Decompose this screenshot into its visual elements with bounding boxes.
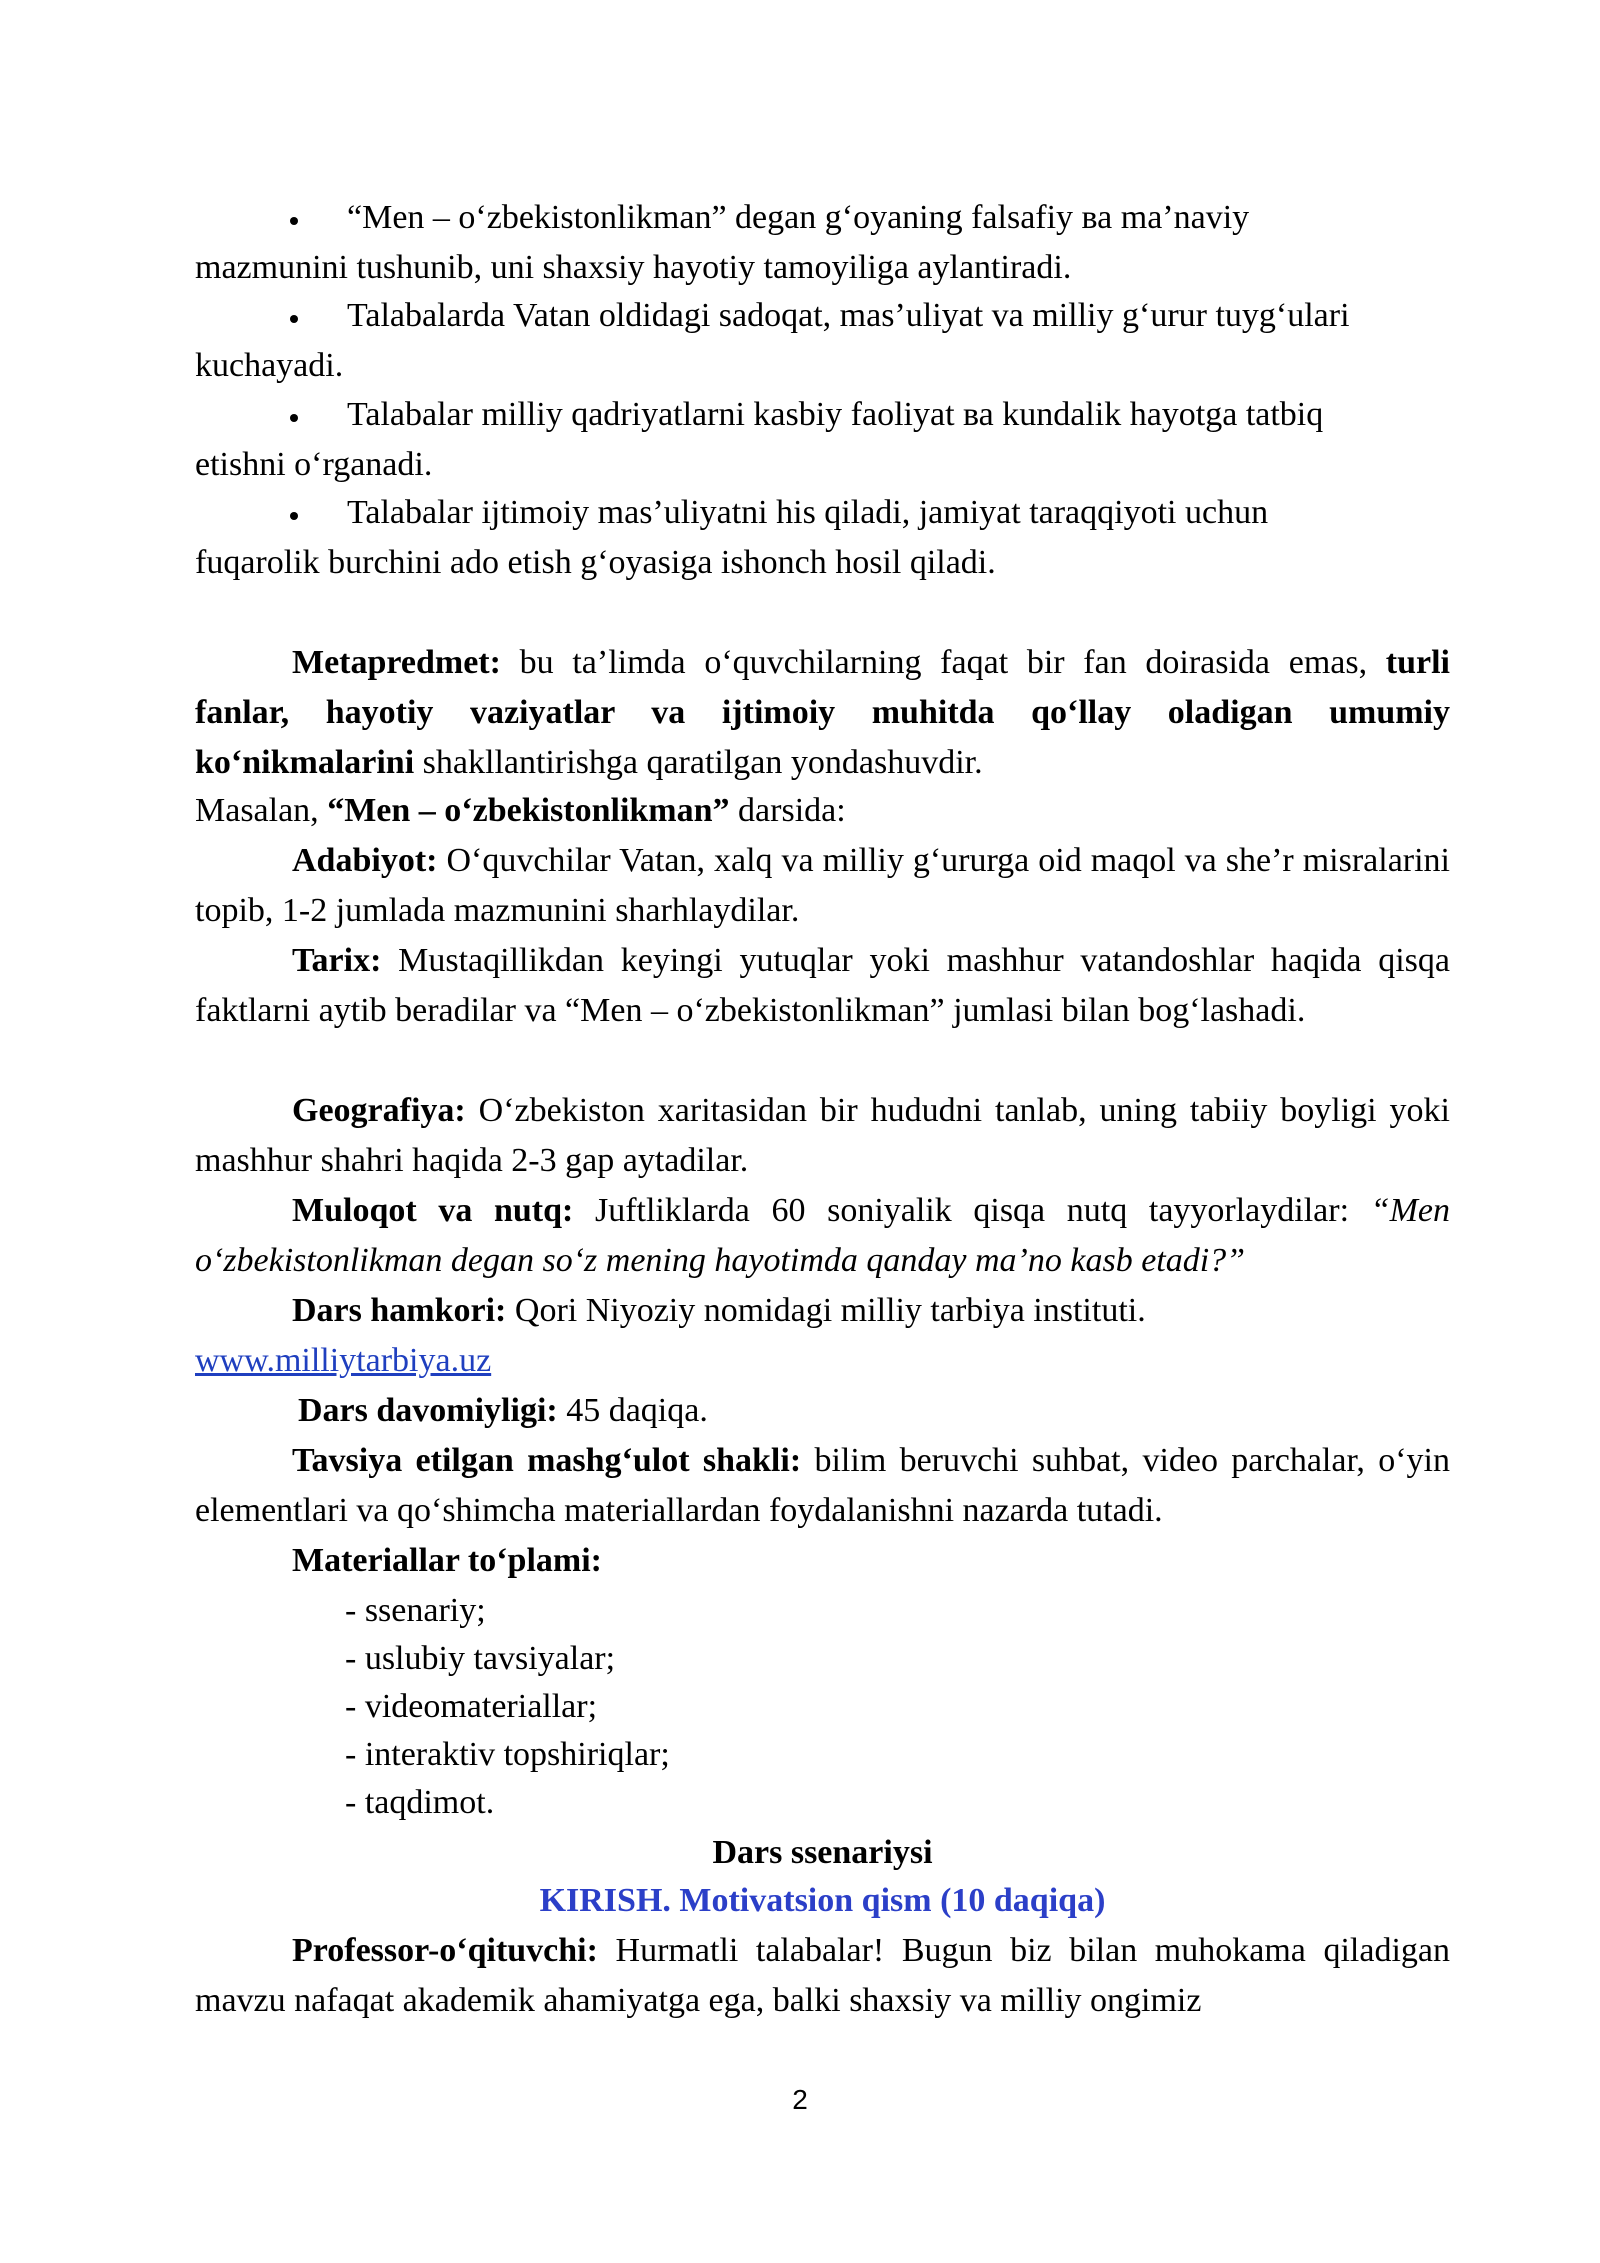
bullet-line: Talabalar milliy qadriyatlarni kasbiy faoliyat ва kundalik hayotga tatbiq	[347, 396, 1324, 433]
section-title: KIRISH. Motivatsion qism (10 daqiqa)	[539, 1882, 1106, 1919]
muloqot-text: Juftliklarda 60 soniyalik qisqa nutq tayyorlaydilar:	[573, 1192, 1371, 1229]
bullet-line: fuqarolik burchini ado etish g‘oyasiga ishonch hosil qiladi.	[195, 544, 996, 581]
subject-text: O‘quvchilar Vatan, xalq va milliy g‘ururga oid maqol va she’r misralarini topib, 1-2 jumlada mazmunini sharhlaydilar.	[195, 842, 1450, 929]
list-item: - videomateriallar;	[345, 1688, 598, 1725]
list-item: - interaktiv topshiriqlar;	[345, 1736, 670, 1773]
davomiylik-label: Dars davomiyligi:	[298, 1392, 558, 1429]
hamkor-text: Qori Niyoziy nomidagi milliy tarbiya instituti.	[506, 1292, 1146, 1329]
bullet-line: etishni o‘rganadi.	[195, 446, 433, 483]
list-item: - uslubiy tavsiyalar;	[345, 1640, 616, 1677]
muloqot-paragraph	[195, 1186, 1450, 1286]
subject-paragraph	[195, 1086, 1450, 1186]
subject-text: Mustaqillikdan keyingi yutuqlar yoki mashhur vatandoshlar haqida qisqa faktlarni aytib beradilar va “Men – o‘zbekistonlikman” jumlasi bilan bog‘lashadi.	[195, 942, 1450, 1029]
shakl-text: bilim beruvchi suhbat, video parchalar, o‘yin elementlari va qo‘shimcha materiallardan foydalanishni nazarda tutadi.	[195, 1442, 1450, 1529]
subject-paragraph	[195, 836, 1450, 936]
hamkor-paragraph	[195, 1286, 1450, 1336]
bullet-line: Talabalarda Vatan oldidagi sadoqat, mas’uliyat va milliy g‘urur tuyg‘ulari	[347, 297, 1350, 334]
subject-label: Geografiya:	[292, 1092, 466, 1129]
bullet-item	[195, 488, 1450, 588]
page-number: 2	[792, 2084, 808, 2115]
subject-label: Adabiyot:	[292, 842, 438, 879]
professor-label: Professor-o‘qituvchi:	[292, 1932, 598, 1969]
partner-website-link[interactable]: www.milliytarbiya.uz	[195, 1342, 492, 1379]
scenario-title: Dars ssenariysi	[712, 1834, 933, 1871]
materials-heading	[195, 1536, 1450, 1586]
shakl-paragraph	[195, 1436, 1450, 1536]
metapredmet-bold-text: turli fanlar, hayotiy vaziyatlar va ijtimoiy muhitda qo‘llay oladigan umumiy ko‘nikmalarini	[195, 644, 1450, 781]
metapredmet-text: bu ta’limda o‘quvchilarning faqat bir fan doirasida emas,	[500, 644, 1386, 681]
shakl-label: Tavsiya etilgan mashg‘ulot shakli:	[292, 1442, 802, 1479]
bullet-line: Talabalar ijtimoiy mas’uliyatni his qiladi, jamiyat taraqqiyoti uchun	[347, 494, 1269, 531]
materials-label: Materiallar to‘plami:	[292, 1542, 603, 1579]
example-prefix: Masalan,	[195, 792, 328, 829]
professor-paragraph	[195, 1926, 1450, 2026]
bullet-line: kuchayadi.	[195, 347, 344, 384]
metapredmet-paragraph	[195, 638, 1450, 788]
example-suffix: darsida:	[729, 792, 846, 829]
muloqot-quote: “Men o‘zbekistonlikman degan so‘z mening hayotimda qanday ma’no kasb etadi?”	[195, 1192, 1450, 1279]
list-item: - taqdimot.	[345, 1784, 495, 1821]
metapredmet-text-end: shakllantirishga qaratilgan yondashuvdir.	[414, 744, 983, 781]
bullet-item	[195, 291, 1450, 391]
bullet-item	[195, 193, 1450, 293]
davomiylik-text: 45 daqiqa.	[557, 1392, 708, 1429]
subject-text: O‘zbekiston xaritasidan bir hududni tanlab, uning tabiiy boyligi yoki mashhur shahri haqida 2-3 gap aytadilar.	[195, 1092, 1450, 1179]
hamkor-link-line	[195, 1336, 1450, 1386]
hamkor-label: Dars hamkori:	[292, 1292, 507, 1329]
davomiylik-line	[195, 1386, 1450, 1436]
bullet-line: “Men – o‘zbekistonlikman” degan g‘oyaning falsafiy ва ma’naviy	[347, 199, 1250, 236]
professor-text: Hurmatli talabalar! Bugun biz bilan muhokama qiladigan mavzu nafaqat akademik ahamiyatga ega, balki shaxsiy va milliy ongimiz	[195, 1932, 1450, 2019]
subject-label: Tarix:	[292, 942, 382, 979]
example-bold: “Men – o‘zbekistonlikman”	[327, 792, 730, 829]
list-item: - ssenariy;	[345, 1592, 486, 1629]
muloqot-label: Muloqot va nutq:	[292, 1192, 574, 1229]
subject-paragraph	[195, 936, 1450, 1036]
bullet-item	[195, 390, 1450, 490]
metapredmet-label: Metapredmet:	[292, 644, 501, 681]
bullet-line: mazmunini tushunib, uni shaxsiy hayotiy tamoyiliga aylantiradi.	[195, 249, 1072, 286]
example-line	[195, 786, 1450, 836]
